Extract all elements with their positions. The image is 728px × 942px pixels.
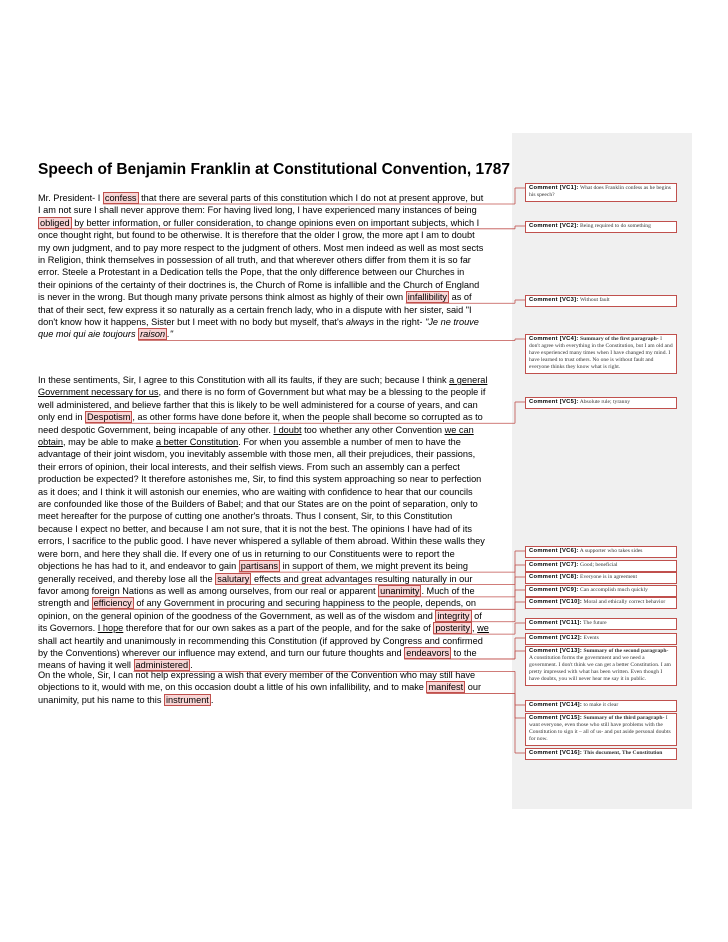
text-run: as of bbox=[449, 292, 472, 303]
comment-balloon[interactable] bbox=[525, 700, 677, 712]
comment-balloon[interactable] bbox=[525, 560, 677, 572]
comment-label: Comment [VC15]: bbox=[529, 715, 583, 721]
text-line bbox=[38, 411, 510, 423]
comment-label: Comment [VC2]: bbox=[529, 223, 579, 229]
highlighted-word: raison bbox=[140, 329, 166, 340]
comment-text: Good; beneficial bbox=[580, 562, 618, 568]
highlighted-word: endeavors bbox=[406, 647, 450, 658]
comment-text: Can accomplish much quickly bbox=[580, 587, 648, 593]
text-run: its Governors. bbox=[38, 623, 98, 634]
comment-text: Everyone is in agreement bbox=[580, 574, 638, 580]
underlined-phrase: we can bbox=[444, 424, 474, 435]
underlined-phrase: Government necessary for us bbox=[38, 387, 159, 398]
comment-label: Comment [VC8]: bbox=[529, 574, 579, 580]
text-run: objections to it, would with me, on this occasion doubt a little of his own infallibility, and to make bbox=[38, 682, 427, 693]
highlighted-word: obliged bbox=[40, 217, 70, 228]
comment-text: What does Franklin confess as he begins his speech? bbox=[529, 185, 671, 198]
text-run: meet hereafter for the purpose of cutting one another's throats. Thus I consent, Sir, to this Constitution bbox=[38, 511, 453, 522]
comment-label: Comment [VC13]: bbox=[529, 648, 583, 654]
text-line bbox=[38, 461, 510, 473]
comment-balloon[interactable] bbox=[525, 713, 677, 746]
underlined-phrase: we bbox=[477, 623, 489, 634]
text-run: favor among foreign Nations as well as among ourselves, from our real or apparent bbox=[38, 585, 379, 596]
text-run: . For when you assemble a number of men to have the bbox=[238, 437, 461, 448]
text-run: I am not sure I shall never approve them: For having lived long, I have experienced many instances of being bbox=[38, 205, 477, 216]
text-run: by better information, or fuller consideration, to change opinions even on important subjects, which I bbox=[71, 217, 480, 228]
text-run: "Je ne trouve bbox=[425, 317, 479, 328]
comment-balloon[interactable] bbox=[525, 748, 677, 760]
text-run: , may be able to make bbox=[63, 437, 156, 448]
highlighted-word: partisans bbox=[240, 561, 279, 572]
highlighted-word: instrument bbox=[165, 694, 209, 705]
comment-balloon[interactable] bbox=[525, 646, 677, 686]
text-run: our bbox=[465, 682, 482, 693]
comment-text: Absolute rule; tyranny bbox=[579, 399, 631, 405]
text-run: of any Government in procuring and securing happiness to the people, depends, on bbox=[133, 598, 476, 609]
text-line bbox=[38, 681, 510, 693]
comment-summary-heading: Summary of the first paragraph- bbox=[580, 336, 659, 342]
text-line bbox=[38, 610, 510, 622]
text-run: don't know how it happens, Sister but I meet with no body but myself, that's bbox=[38, 317, 346, 328]
text-line bbox=[38, 279, 510, 291]
text-line bbox=[38, 523, 510, 535]
text-run: is never in the wrong. But though many private persons think almost as highly of their own bbox=[38, 292, 406, 303]
text-line bbox=[38, 266, 510, 278]
underlined-phrase: I doubt bbox=[273, 424, 302, 435]
text-run: strength and bbox=[38, 598, 92, 609]
text-run: shall act heartily and unanimously in recommending this Constitution (if approved by Congress and confirmed bbox=[38, 635, 483, 646]
comment-text: A constitution forms the government and we need a government. I don't think we can get a better Constitution. I am pretty impressed with what has been written. Even though I have doubts, you will never hear me say it in public. bbox=[529, 655, 671, 682]
document-title: Speech of Benjamin Franklin at Constitutional Convention, 1787 bbox=[38, 161, 510, 178]
comment-text: The future bbox=[583, 620, 607, 626]
text-run: . bbox=[210, 694, 214, 705]
comment-label: Comment [VC1]: bbox=[529, 185, 579, 191]
text-run: well administered, and believe farther that this is likely to be well administered for a course of years, and can bbox=[38, 399, 478, 410]
text-run: need despotic Government, being incapable of any other. bbox=[38, 424, 274, 435]
text-line bbox=[38, 622, 510, 634]
highlighted-word: confess bbox=[104, 193, 137, 203]
comment-label: Comment [VC6]: bbox=[529, 548, 579, 554]
text-run: only end in bbox=[38, 412, 85, 423]
text-run: my own judgment, and to pay more respect to the judgment of others. Most men indeed as well as most sects bbox=[38, 242, 484, 253]
comment-label: Comment [VC4]: bbox=[529, 336, 579, 342]
underlined-phrase: I hope bbox=[97, 623, 124, 634]
text-run: error. Steele a Protestant in a Dedication tells the Pope, that the only difference between our Churches in bbox=[38, 267, 465, 278]
underlined-phrase: obtain bbox=[38, 437, 64, 448]
highlighted-word: manifest bbox=[428, 682, 464, 693]
comment-text: A supporter who takes sides bbox=[579, 548, 643, 554]
comment-balloon[interactable] bbox=[525, 585, 677, 597]
comment-text: Moral and ethically correct behavior bbox=[583, 599, 666, 605]
underlined-phrase: a better Constitution bbox=[156, 437, 239, 448]
text-line bbox=[38, 242, 510, 254]
text-run: that of their sect, few express it so naturally as a certain french lady, who in a dispute with her sister, said "I bbox=[38, 304, 472, 315]
comment-text: Without fault bbox=[579, 297, 610, 303]
text-line bbox=[38, 424, 510, 436]
comment-label: Comment [VC3]: bbox=[529, 297, 579, 303]
comment-text: I want everyone, even those who still have problems with the Constitution to sign it – all of us- and put aside personal doubts for now. bbox=[529, 715, 671, 742]
comment-label: Comment [VC11]: bbox=[529, 620, 582, 626]
text-run: On the whole, Sir, I can not help expressing a wish that every member of the Convention who may still have bbox=[38, 670, 476, 680]
text-run: once thought right, but found to be otherwise. It is therefore that the older I grow, the more apt I am to doubt bbox=[38, 230, 475, 241]
text-line bbox=[38, 448, 510, 460]
text-run: always bbox=[345, 317, 374, 328]
text-run: are confounded like those of the Builders of Babel; and that our States are on the point of separation, only to bbox=[38, 499, 478, 510]
text-line bbox=[38, 573, 510, 585]
text-line bbox=[38, 316, 510, 328]
text-run: as it does; and I think it will astonish our enemies, who are waiting with confidence to hear that our councils bbox=[38, 486, 473, 497]
text-run: advantage of their joint wisdom, you inevitably assemble with those men, all their prejudices, their passions, bbox=[38, 449, 476, 460]
text-run: . bbox=[190, 660, 193, 671]
text-run: , bbox=[472, 623, 478, 634]
paragraph-2 bbox=[38, 374, 510, 672]
text-run: were born, and here they shall die. If every one of us in returning to our Constituents were to report the bbox=[38, 548, 455, 559]
text-run: too whether any other Convention bbox=[301, 424, 445, 435]
comment-text: I don't agree with everything in the Constitution, but I am old and have experienced many times when I have changed my mind. I have learned to trust others. No one is without fault and everyone thinks they know what is right. bbox=[529, 336, 673, 370]
comment-text: Events bbox=[583, 635, 599, 641]
highlighted-word: infallibility bbox=[407, 292, 448, 303]
text-line bbox=[38, 694, 510, 706]
highlighted-word: efficiency bbox=[93, 598, 132, 609]
text-run: opinion, on the general opinion of the goodness of the Government, as well as of the wisdom and bbox=[38, 610, 436, 621]
text-line bbox=[38, 510, 510, 522]
text-run: in support of them, we might prevent its being bbox=[280, 561, 468, 572]
comment-label: Comment [VC5]: bbox=[529, 399, 579, 405]
highlighted-word: integrity bbox=[437, 610, 470, 621]
comment-balloon[interactable] bbox=[525, 618, 677, 630]
text-line bbox=[38, 535, 510, 547]
text-line bbox=[38, 498, 510, 510]
comment-balloon[interactable] bbox=[525, 295, 677, 307]
comment-label: Comment [VC7]: bbox=[529, 562, 579, 568]
text-line bbox=[38, 204, 510, 216]
text-line bbox=[38, 585, 510, 597]
underlined-phrase: a general bbox=[449, 375, 488, 385]
text-line bbox=[38, 647, 510, 659]
text-line bbox=[38, 217, 510, 229]
text-run: therefore that for our own sakes as a part of the people, and for the sake of bbox=[123, 623, 434, 634]
text-run: their errors of opinion, their local interests, and their selfish views. From such an assembly can a perfect bbox=[38, 461, 460, 472]
text-run: effects and great advantages resulting naturally in our bbox=[251, 573, 473, 584]
comment-label: Comment [VC10]: bbox=[529, 599, 583, 605]
text-line bbox=[38, 229, 510, 241]
comment-label: Comment [VC16]: bbox=[529, 750, 583, 756]
comment-balloon[interactable] bbox=[525, 183, 677, 202]
text-run: errors, I sacrifice to the public good. I have never whispered a syllable of them abroad. Within these walls they bbox=[38, 536, 485, 547]
text-line bbox=[38, 328, 510, 340]
comment-label: Comment [VC12]: bbox=[529, 635, 583, 641]
text-run: In these sentiments, Sir, I agree to this Constitution with all its faults, if they are such; because I think bbox=[38, 375, 450, 385]
text-run: to the bbox=[451, 647, 477, 658]
text-line bbox=[38, 386, 510, 398]
comment-balloon[interactable] bbox=[525, 597, 677, 609]
comment-balloon[interactable] bbox=[525, 397, 677, 409]
highlighted-word: unanimity bbox=[380, 585, 420, 596]
text-line bbox=[38, 254, 510, 266]
text-run: that there are several parts of this constitution which I do not at present approve, but bbox=[138, 193, 484, 203]
text-line bbox=[38, 669, 510, 681]
text-line bbox=[38, 192, 510, 204]
highlighted-word: posterity bbox=[435, 623, 471, 634]
comment-summary-heading: Summary of the second paragraph- bbox=[583, 648, 669, 654]
text-run: Mr. President- I bbox=[38, 193, 103, 203]
text-line bbox=[38, 560, 510, 572]
highlighted-word: Despotism bbox=[87, 412, 131, 423]
text-line bbox=[38, 374, 510, 386]
comment-label: Comment [VC9]: bbox=[529, 587, 579, 593]
text-run: production be expected? It therefore astonishes me, Sir, to find this system approaching so near to perfection bbox=[38, 474, 482, 485]
text-run: . Much of the bbox=[421, 585, 475, 596]
text-run: objections he has had to it, and endeavor to gain bbox=[38, 561, 239, 572]
text-run: que moi qui aie toujours bbox=[38, 329, 139, 340]
text-line bbox=[38, 486, 510, 498]
comment-text: This document, The Constitution bbox=[583, 750, 663, 756]
text-run: , as other forms have done before it, when the people shall become so corrupted as to bbox=[132, 412, 483, 423]
comment-balloon[interactable] bbox=[525, 572, 677, 584]
paragraph-1 bbox=[38, 192, 510, 341]
text-run: by the Conventions) wherever our influence may extend, and turn our future thoughts and bbox=[38, 647, 405, 658]
text-line bbox=[38, 548, 510, 560]
text-run: of bbox=[471, 610, 482, 621]
text-run: ." bbox=[167, 329, 173, 340]
text-run: in the right- bbox=[373, 317, 426, 328]
comment-text: to make it clear bbox=[583, 702, 619, 708]
text-run: generally received, and thereby lose all the bbox=[38, 573, 216, 584]
highlighted-word: salutary bbox=[217, 573, 250, 584]
text-run: means of having it well bbox=[38, 660, 134, 671]
paragraph-3 bbox=[38, 669, 510, 706]
comment-text: Being required to do something bbox=[580, 223, 651, 229]
text-line bbox=[38, 597, 510, 609]
comment-balloon[interactable] bbox=[525, 633, 677, 645]
comment-balloon[interactable] bbox=[525, 221, 677, 233]
text-run: their opinions of the certainty of their doctrines is, the Church of Rome is infallible and the Church of England bbox=[38, 279, 480, 290]
comment-summary-heading: Summary of the third paragraph- bbox=[583, 715, 665, 721]
text-line bbox=[38, 436, 510, 448]
text-run: in Religion, think themselves in possession of all truth, and that wherever others differ from them it is so far bbox=[38, 255, 471, 266]
comment-label: Comment [VC14]: bbox=[529, 702, 583, 708]
text-line bbox=[38, 635, 510, 647]
text-line bbox=[38, 399, 510, 411]
text-run: unanimity, put his name to this bbox=[38, 694, 164, 705]
comment-balloon[interactable] bbox=[525, 334, 677, 374]
comment-balloon[interactable] bbox=[525, 546, 677, 558]
highlighted-word: administered bbox=[135, 660, 189, 671]
text-run: , and there is no form of Government but what may be a blessing to the people if bbox=[158, 387, 486, 398]
text-line bbox=[38, 304, 510, 316]
text-run: because I expect no better, and because I am not sure, that it is not the best. The opinions I have had of its bbox=[38, 523, 472, 534]
text-line bbox=[38, 473, 510, 485]
text-line bbox=[38, 291, 510, 303]
